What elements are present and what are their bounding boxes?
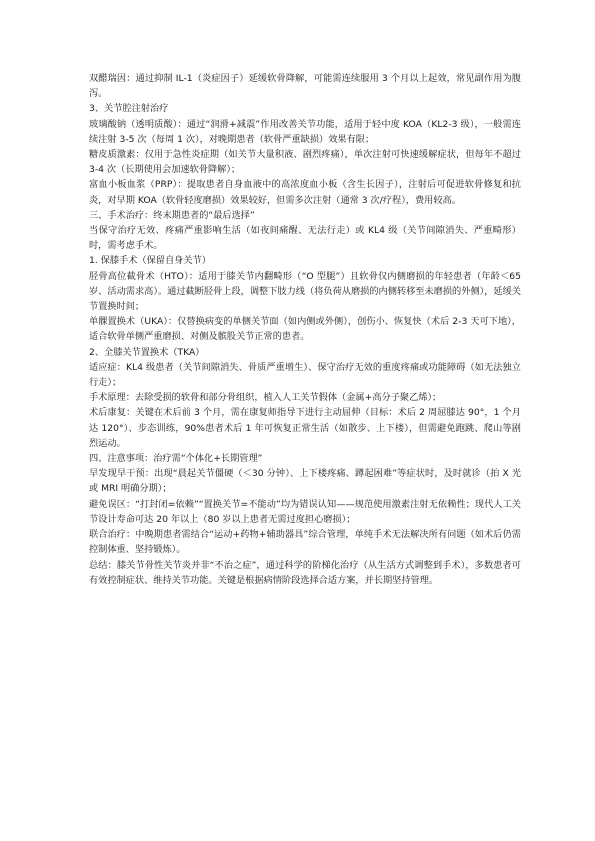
paragraph-glucocorticoid: 糖皮质激素：仅用于急性炎症期（如关节大量积液、剧烈疼痛），单次注射可快速缓解症状，但每年不超过 3-4 次（长期使用会加速软骨降解）； [89, 149, 521, 176]
paragraph-diacerein: 双醋瑞因：通过抑制 IL-1（炎症因子）延缓软骨降解，可能需连续服用 3 个月以上起效，常见副作用为腹泻。 [89, 73, 521, 100]
document-body [89, 71, 521, 588]
heading-tka: 2、全膝关节置换术（TKA） [89, 346, 205, 358]
paragraph-early-detection: 早发现早干预：出现“晨起关节僵硬（＜30 分钟）、上下楼疼痛、蹲起困难”等症状时，及时就诊（拍 X 光或 MRI 明确分期）； [89, 468, 521, 495]
paragraph-sodium-hyaluronate: 玻璃酸钠（透明质酸）：通过“润滑+减震”作用改善关节功能，适用于轻中度 KOA（KL2-3 级），一般需连续注射 3-5 次（每周 1 次），对晚期患者（软骨严重缺损）效果有限； [89, 118, 521, 145]
paragraph-surgery-indication: 当保守治疗无效、疼痛严重影响生活（如夜间痛醒、无法行走）或 KL4 级（关节间隙消失、严重畸形）时，需考虑手术。 [89, 225, 521, 252]
paragraph-hto: 胫骨高位截骨术（HTO）：适用于膝关节内翻畸形（“O 型腿”）且软骨仅内侧磨损的年轻患者（年龄＜65 岁、活动需求高）。通过截断胫骨上段，调整下肢力线（将负荷从磨损的内侧转移至未磨损的外侧），延缓关节置换时间； [89, 270, 521, 313]
paragraph-misconceptions: 避免误区：“打封闭=依赖”“置换关节=不能动”均为错误认知——规范使用激素注射无依赖性；现代人工关节设计寿命可达 20 年以上（80 岁以上患者无需过度担心磨损）； [89, 498, 521, 525]
heading-surgical-treatment: 三、手术治疗：终末期患者的“最后选择” [89, 209, 255, 221]
paragraph-tka-indication: 适应症：KL4 级患者（关节间隙消失、骨质严重增生）、保守治疗无效的重度疼痛或功能障碍（如无法独立行走）； [89, 361, 521, 389]
heading-knee-preserving-surgery: 1. 保膝手术（保留自身关节） [89, 255, 211, 267]
paragraph-tka-principle: 手术原理：去除受损的软骨和部分骨组织，植入人工关节假体（金属+高分子聚乙烯）； [89, 392, 442, 404]
paragraph-summary: 总结：膝关节骨性关节炎并非“不治之症”，通过科学的阶梯化治疗（从生活方式调整到手术），多数患者可有效控制症状、维持关节功能。关键是根据病情阶段选择合适方案，并长期坚持管理。 [89, 559, 521, 586]
paragraph-prp: 富血小板血浆（PRP）：提取患者自身血液中的高浓度血小板（含生长因子），注射后可促进软骨修复和抗炎，对早期 KOA（软骨轻度磨损）效果较好，但需多次注射（通常 3 次/疗程），费用较高。 [89, 179, 521, 206]
paragraph-combined-treatment: 联合治疗：中晚期患者需结合“运动+药物+辅助器具”综合管理，单纯手术无法解决所有问题（如术后仍需控制体重、坚持锻炼）。 [89, 529, 521, 556]
paragraph-uka: 单髁置换术（UKA）：仅替换病变的单侧关节面（如内侧或外侧），创伤小、恢复快（术后 2-3 天可下地），适合软骨单侧严重磨损、对侧及髌股关节正常的患者。 [89, 316, 521, 343]
heading-intra-articular-injection: 3、关节腔注射治疗 [89, 103, 169, 115]
heading-precautions: 四、注意事项：治疗需“个体化+长期管理” [89, 453, 263, 465]
paragraph-tka-rehab: 术后康复：关键在术后前 3 个月，需在康复师指导下进行主动屈伸（目标：术后 2 周屈膝达 90°，1 个月达 120°）、步态训练，90%患者术后 1 年可恢复正常生活（如散步、上下楼），但需避免跑跳、爬山等剧烈运动。 [89, 407, 521, 449]
